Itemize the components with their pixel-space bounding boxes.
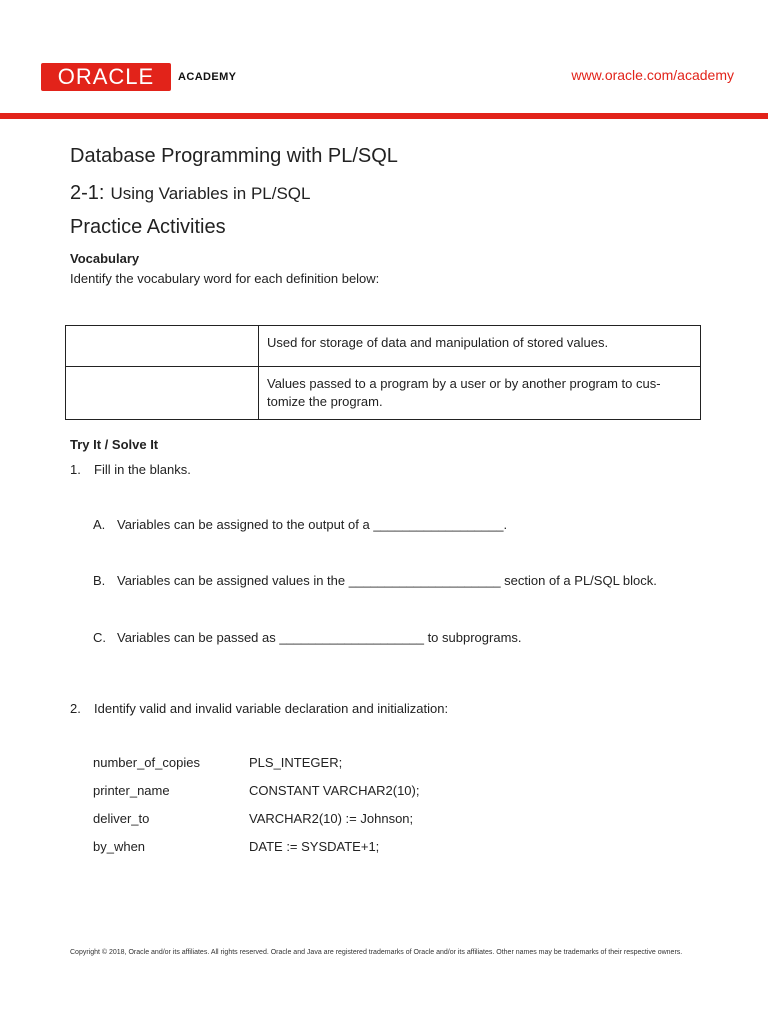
item-text: Variables can be assigned to the output of a __________________. [117, 517, 508, 532]
question-1 [70, 462, 191, 477]
table-row [66, 367, 701, 420]
lesson-number: 2-1: [70, 182, 105, 204]
item-text: Variables can be passed as ____________________ to subprograms. [117, 630, 522, 645]
item-text: Variables can be assigned values in the _____________________ section of a PL/SQL block. [117, 573, 657, 588]
item-letter: B. [93, 573, 106, 588]
question-text: Identify valid and invalid variable declaration and initialization: [94, 701, 449, 716]
question-number: 2. [70, 701, 81, 716]
vocab-definition-cell: Used for storage of data and manipulation of stored values. [259, 326, 701, 367]
declaration-type: VARCHAR2(10) := Johnson; [249, 811, 414, 826]
lesson-heading [70, 182, 310, 205]
oracle-logo [41, 63, 171, 91]
oracle-logo-text: ORACLE [57, 64, 155, 89]
header-divider [0, 113, 768, 119]
vocabulary-heading: Vocabulary [70, 251, 140, 266]
list-item [93, 573, 657, 588]
declaration-name: number_of_copies [93, 755, 200, 770]
declaration-type: CONSTANT VARCHAR2(10); [249, 783, 420, 798]
list-item [93, 630, 522, 645]
declaration-type: DATE := SYSDATE+1; [249, 839, 380, 854]
vocabulary-intro: Identify the vocabulary word for each definition below: [70, 271, 380, 286]
vocabulary-table [65, 325, 701, 420]
vocab-definition-cell: Values passed to a program by a user or by another program to cus-tomize the program. [259, 367, 701, 420]
academy-label: ACADEMY [178, 71, 237, 83]
copyright-footer: Copyright © 2018, Oracle and/or its affiliates. All rights reserved. Oracle and Java are registered trademarks of Oracle and/or its affiliates. Other names may be trademarks of their respective owners. [70, 949, 683, 956]
item-letter: A. [93, 517, 106, 532]
table-row [66, 326, 701, 367]
vocab-term-cell[interactable] [66, 367, 259, 420]
item-letter: C. [93, 630, 106, 645]
declaration-name: by_when [93, 839, 146, 854]
section-title: Practice Activities [70, 216, 226, 238]
declaration-type: PLS_INTEGER; [249, 755, 343, 770]
declaration-name: deliver_to [93, 811, 150, 826]
question-2 [70, 701, 448, 716]
list-item [93, 517, 507, 532]
academy-url-link[interactable]: www.oracle.com/academy [571, 67, 734, 83]
question-text: Fill in the blanks. [94, 462, 191, 477]
question-number: 1. [70, 462, 81, 477]
declaration-name: printer_name [93, 783, 170, 798]
vocab-term-cell[interactable] [66, 326, 259, 367]
try-it-heading: Try It / Solve It [70, 437, 159, 452]
lesson-title: Using Variables in PL/SQL [110, 184, 311, 203]
course-title: Database Programming with PL/SQL [70, 145, 398, 167]
